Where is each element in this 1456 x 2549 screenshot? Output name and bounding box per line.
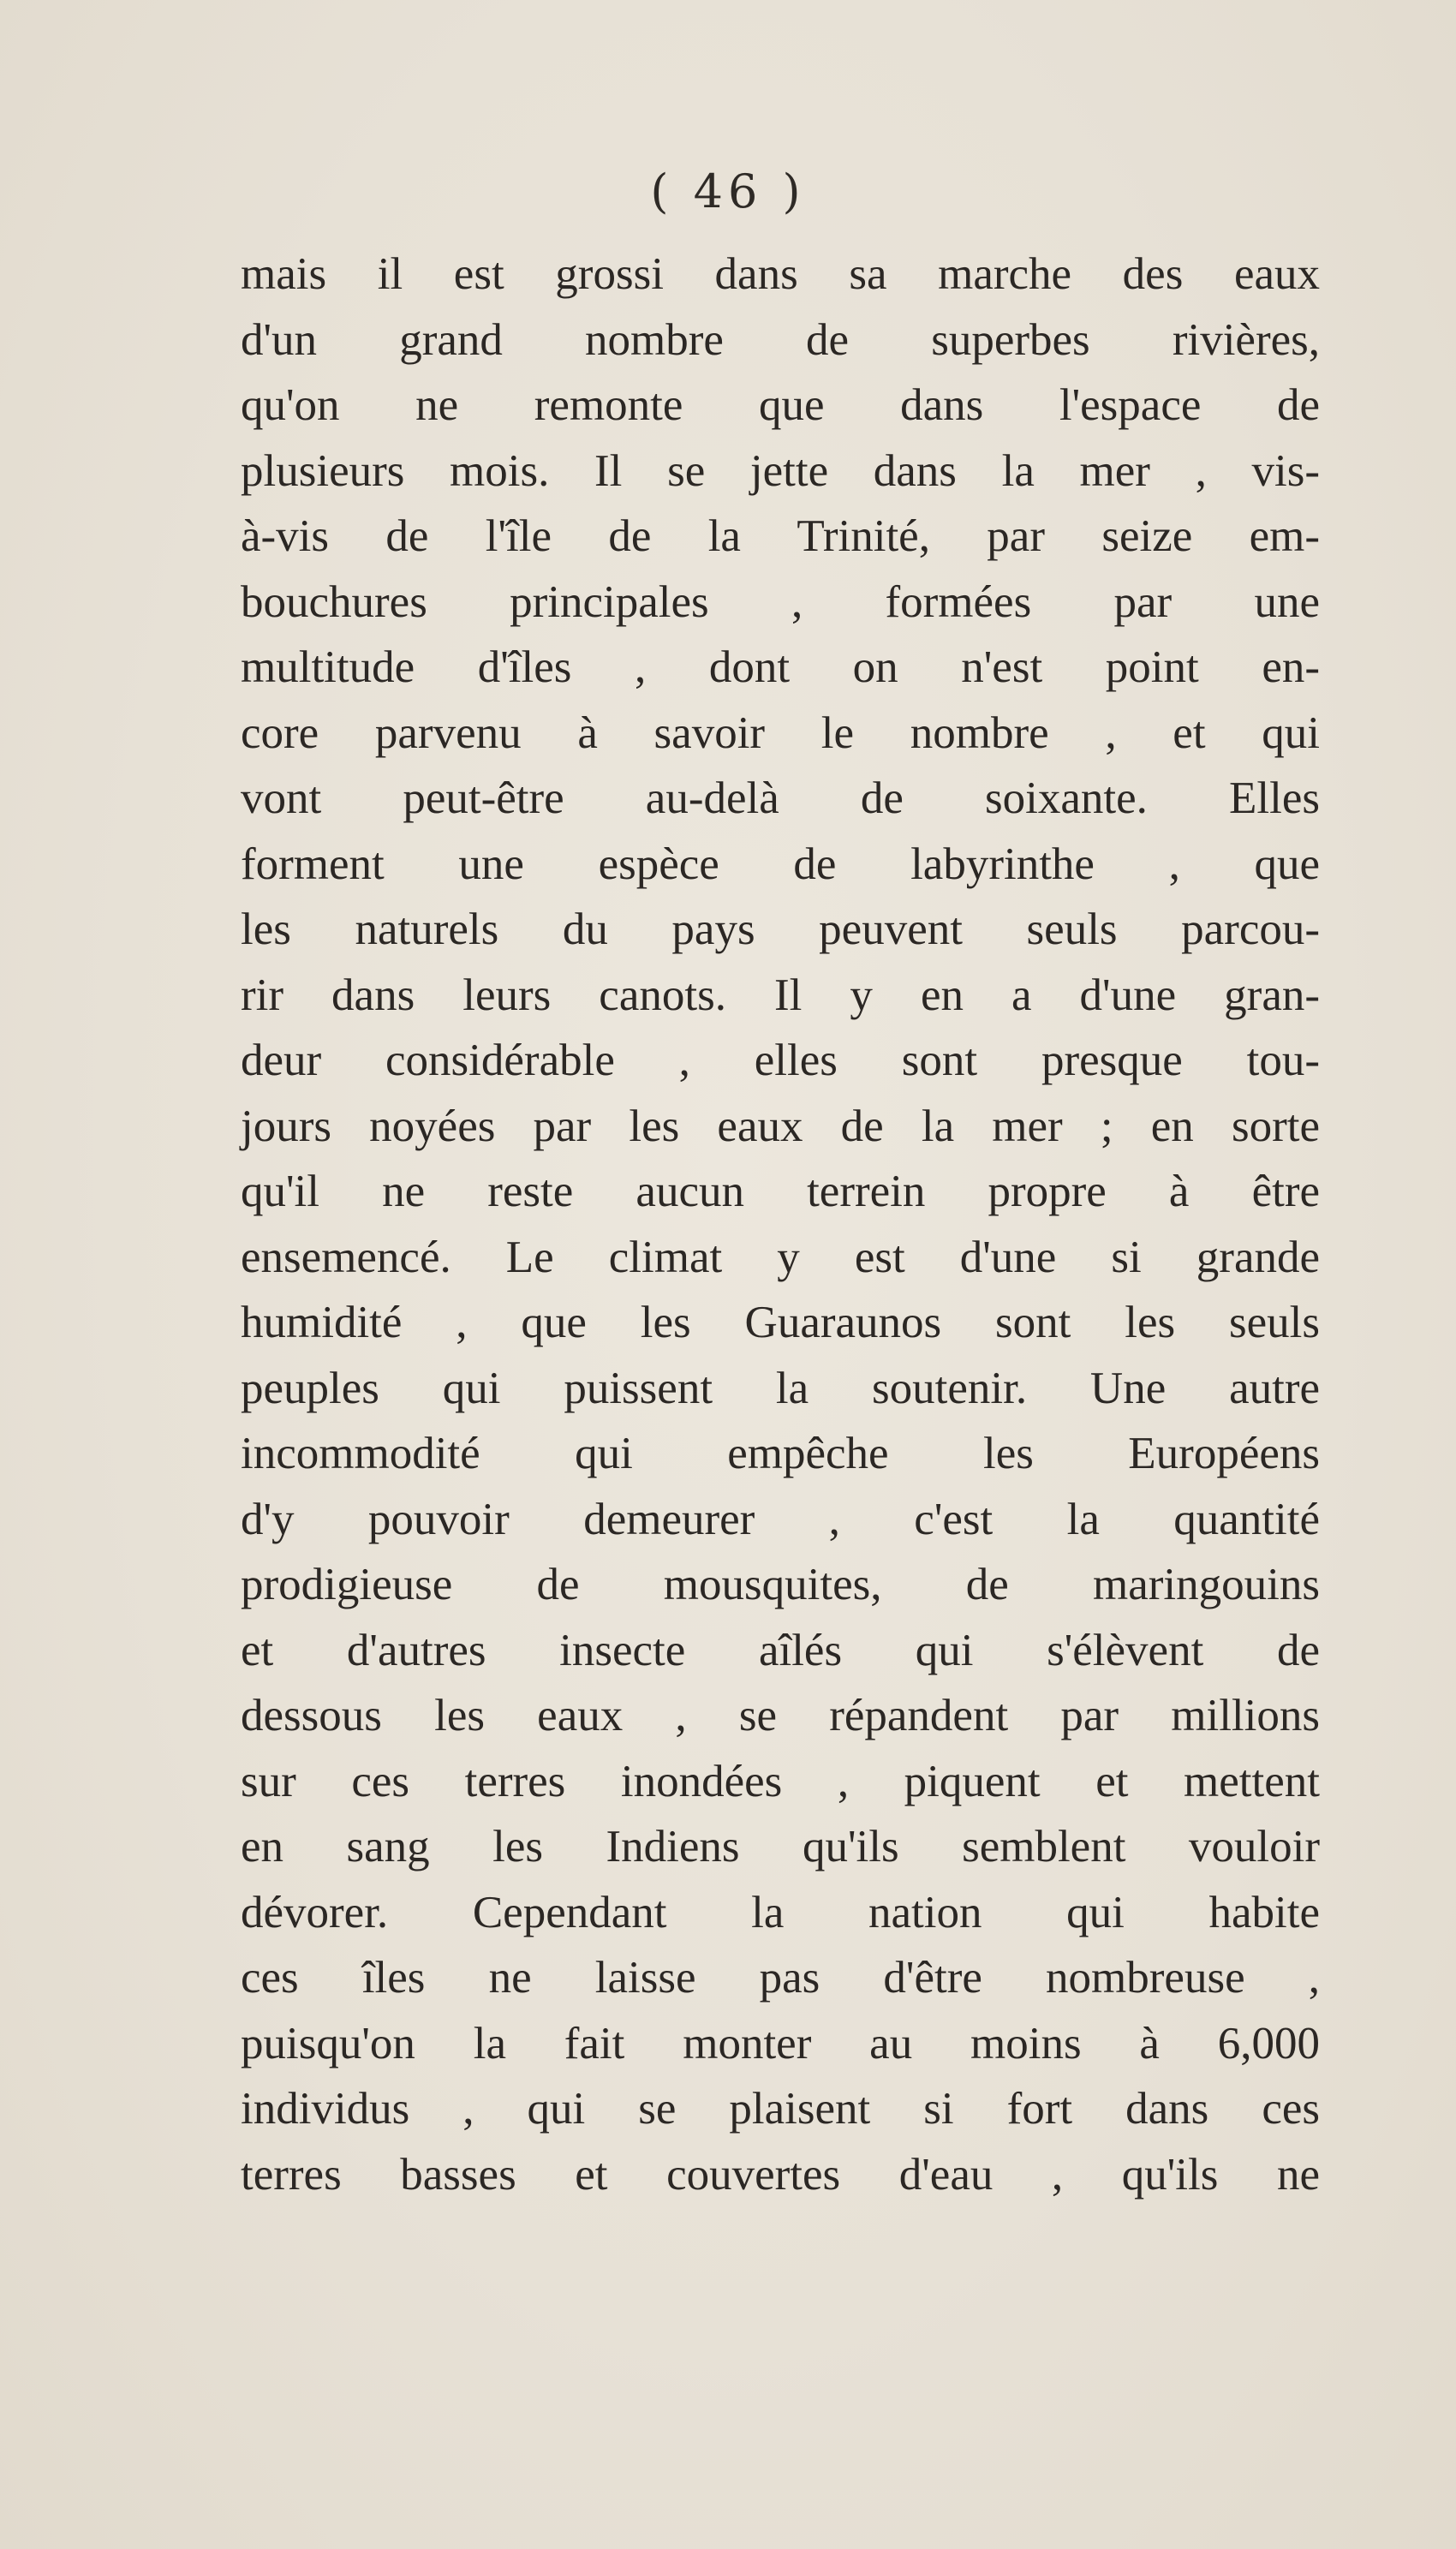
text-line: humidité , que les Guaraunos sont les seuls [241,1298,1320,1347]
text-line: deur considérable , elles sont presque tou- [241,1036,1320,1085]
text-line: d'un grand nombre de superbes rivières, [241,314,1320,365]
text-line: rir dans leurs canots. Il y en a d'une gran- [241,970,1320,1020]
text-line: ces îles ne laisse pas d'être nombreuse , [241,1953,1320,2003]
text-line: jours noyées par les eaux de la mer ; en sorte [241,1101,1320,1151]
text-line: puisqu'on la fait monter au moins à 6,000 [241,2018,1320,2068]
text-line: terres basses et couvertes d'eau , qu'ils ne [241,2149,1320,2200]
text-line: mais il est grossi dans sa marche des eaux [241,249,1320,299]
text-line: individus , qui se plaisent si fort dans ces [241,2084,1320,2134]
text-line: peuples qui puissent la soutenir. Une autre [241,1363,1320,1413]
text-line: et d'autres insecte aîlés qui s'élèvent de [241,1625,1320,1675]
page-number: ( 46 ) [650,164,806,218]
text-line: forment une espèce de labyrinthe , que [241,839,1320,889]
text-line: qu'on ne remonte que dans l'espace de [241,380,1320,430]
text-line: à-vis de l'île de la Trinité, par seize em- [241,511,1320,561]
text-line: qu'il ne reste aucun terrein propre à être [241,1167,1320,1216]
text-line: core parvenu à savoir le nombre , et qui [241,707,1320,758]
text-line: en sang les Indiens qu'ils semblent vouloir [241,1822,1320,1871]
text-line: dessous les eaux , se répandent par millions [241,1691,1320,1740]
text-line: prodigieuse de mousquites, de maringouins [241,1560,1320,1609]
text-line: bouchures principales , formées par une [241,576,1320,627]
text-line: d'y pouvoir demeurer , c'est la quantité [241,1494,1320,1544]
text-line: sur ces terres inondées , piquent et mettent [241,1756,1320,1806]
body-text [241,242,1320,2207]
text-line: incommodité qui empêche les Européens [241,1429,1320,1478]
text-line: multitude d'îles , dont on n'est point en- [241,642,1320,692]
text-line: dévorer. Cependant la nation qui habite [241,1887,1320,1937]
text-line: plusieurs mois. Il se jette dans la mer , vis- [241,445,1320,496]
text-line: vont peut-être au-delà de soixante. Elles [241,773,1320,823]
text-line: les naturels du pays peuvent seuls parcou- [241,904,1320,954]
text-line: ensemencé. Le climat y est d'une si grande [241,1232,1320,1282]
